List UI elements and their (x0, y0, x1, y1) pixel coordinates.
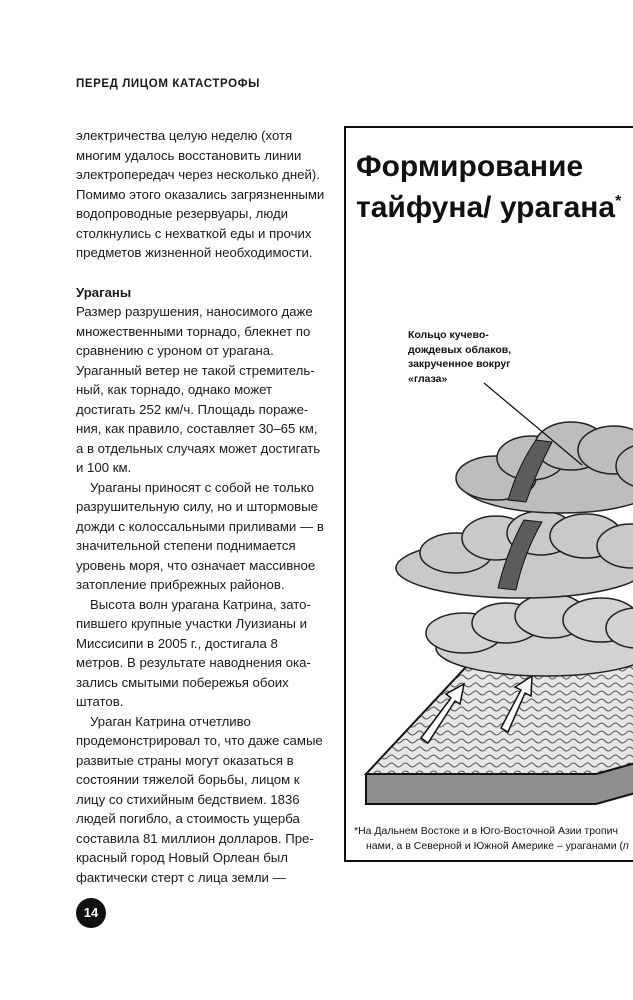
footnote (354, 824, 633, 854)
page-number: 14 (76, 898, 106, 928)
body-text (76, 126, 328, 887)
paragraph: Высота волн урагана Катрина, затопившего крупные участки Луизианы и Миссисипи в 2005 г., достигала 8 метров. В результате наводнения оказались смытыми побережья обоих штатов. (76, 596, 311, 709)
callout-label: Кольцо кучеводождевых облаков, закрученное вокруг «глаза» (408, 329, 512, 385)
running-header: ПЕРЕД ЛИЦОМ КАТАСТРОФЫ (76, 78, 260, 90)
footnote-mark: * (615, 193, 622, 210)
footnote-line-1: *На Дальнем Востоке и в Юго-Восточной Азии тропич (354, 825, 618, 837)
upper-cloud-band (456, 422, 633, 513)
section-heading: Ураганы (76, 284, 132, 300)
paragraph: Ураган Катрина отчетливо продемонстрировал то, что даже самые развитые страны могут оказаться в состоянии тяжелой борьбы, лицом к лицу со стихийным бедствием. 1836 людей погибло, а стоимость ущерба составила 81 миллион долларов. Прекрасный город Новый Орлеан был фактически стерт с лица земли — (76, 713, 323, 885)
sidebar-box (344, 126, 633, 862)
footnote-line-2: нами, а в Северной и Южной Америке – ураганами (п (366, 840, 629, 852)
lower-cloud-band (426, 594, 633, 676)
paragraph: Ураганы приносят с собой не только разрушительную силу, но и штормовые дожди с колоссальными приливами — в значительной степени поднимается уровень моря, что означает массивное затопление прибрежных районов. (76, 479, 324, 592)
hurricane-illustration (346, 128, 633, 862)
intro-paragraph: электричества целую неделю (хотя многим удалось восстановить линии электропередач через несколько дней). Помимо этого оказались загрязненными водопроводные резервуары, люди столкнулись с нехваткой еды и прочих предметов жизненной необходимости. (76, 128, 325, 260)
sidebar-title: Формирование тайфуна/ урагана* (356, 150, 622, 224)
paragraph: Размер разрушения, наносимого даже множественными торнадо, блекнет по сравнению с уроном от урагана. Ураганный ветер не такой стремительный, как торнадо, однако может достигать 252 км/ч. Площадь поражения, как правило, составляет 30–65 км, а в отдельных случаях может достигать и 100 км. (76, 304, 321, 475)
